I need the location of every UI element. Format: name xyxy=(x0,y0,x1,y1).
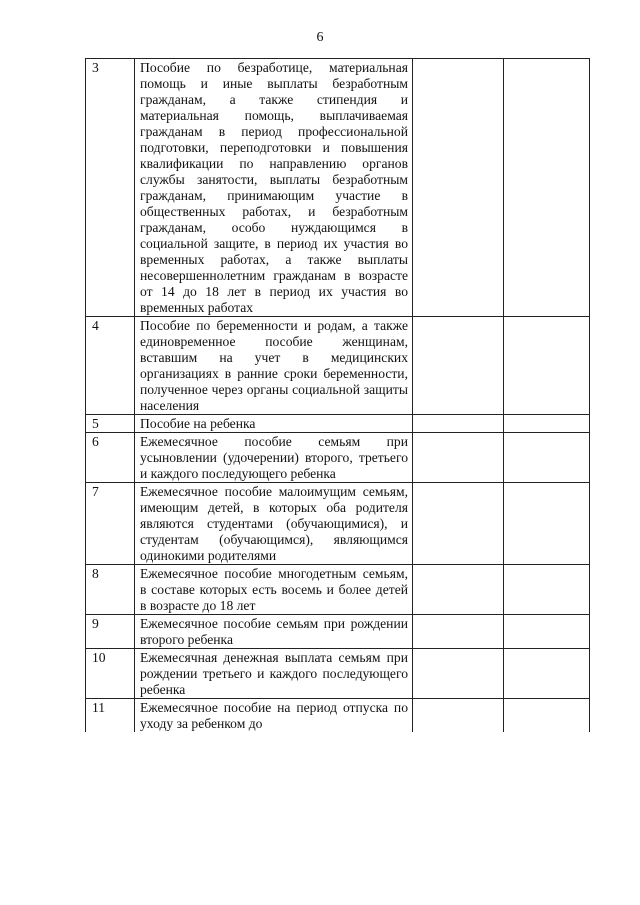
row-number: 4 xyxy=(86,317,135,415)
page-number: 6 xyxy=(316,30,324,45)
row-description: Ежемесячное пособие семьям при усыновлении (удочерении) второго, третьего и каждого последующего ребенка xyxy=(135,433,413,483)
row-description: Ежемесячное пособие семьям при рождении второго ребенка xyxy=(135,615,413,649)
row-description: Ежемесячная денежная выплата семьям при рождении третьего и каждого последующего ребенка xyxy=(135,649,413,699)
table-row xyxy=(86,317,590,415)
row-number: 10 xyxy=(86,649,135,699)
row-number: 9 xyxy=(86,615,135,649)
row-cell-empty xyxy=(504,649,590,699)
row-cell-empty xyxy=(504,433,590,483)
row-cell-empty xyxy=(504,59,590,317)
table-row xyxy=(86,565,590,615)
row-cell-empty xyxy=(504,483,590,565)
row-number: 6 xyxy=(86,433,135,483)
row-cell-empty xyxy=(413,699,504,733)
row-cell-empty xyxy=(504,615,590,649)
row-number: 5 xyxy=(86,415,135,433)
row-cell-empty xyxy=(413,565,504,615)
table-row xyxy=(86,59,590,317)
row-description: Пособие на ребенка xyxy=(135,415,413,433)
row-description: Пособие по беременности и родам, а также единовременное пособие женщинам, вставшим на учет в медицинских организациях в ранние сроки беременности, полученное через органы социальной защиты населения xyxy=(135,317,413,415)
row-cell-empty xyxy=(413,317,504,415)
row-cell-empty xyxy=(413,649,504,699)
table-row xyxy=(86,649,590,699)
row-cell-empty xyxy=(504,565,590,615)
table-row xyxy=(86,699,590,733)
row-number: 7 xyxy=(86,483,135,565)
benefits-table xyxy=(85,58,590,732)
row-number: 8 xyxy=(86,565,135,615)
row-description: Пособие по безработице, материальная помощь и иные выплаты безработным гражданам, а также стипендия и материальная помощь, выплачиваемая гражданам в период профессиональной подготовки, переподготовки и повышения квалификации по направлению органов службы занятости, выплаты безработным гражданам, принимающим участие в общественных работах, и безработным гражданам, особо нуждающимся в социальной защите, в период их участия во временных работах, а также выплаты несовершеннолетним гражданам в возрасте от 14 до 18 лет в период их участия во временных работах xyxy=(135,59,413,317)
table-row xyxy=(86,483,590,565)
table-row xyxy=(86,615,590,649)
row-description: Ежемесячное пособие малоимущим семьям, имеющим детей, в которых оба родителя являются студентами (обучающимися), и студентам (обучающимся), являющимся одинокими родителями xyxy=(135,483,413,565)
row-cell-empty xyxy=(504,415,590,433)
row-number: 3 xyxy=(86,59,135,317)
row-number: 11 xyxy=(86,699,135,733)
row-description: Ежемесячное пособие многодетным семьям, в составе которых есть восемь и более детей в возрасте до 18 лет xyxy=(135,565,413,615)
row-cell-empty xyxy=(413,433,504,483)
row-cell-empty xyxy=(413,483,504,565)
row-cell-empty xyxy=(413,615,504,649)
row-description: Ежемесячное пособие на период отпуска по уходу за ребенком до xyxy=(135,699,413,733)
row-cell-empty xyxy=(504,317,590,415)
row-cell-empty xyxy=(413,415,504,433)
table-row xyxy=(86,415,590,433)
table-row xyxy=(86,433,590,483)
row-cell-empty xyxy=(504,699,590,733)
row-cell-empty xyxy=(413,59,504,317)
